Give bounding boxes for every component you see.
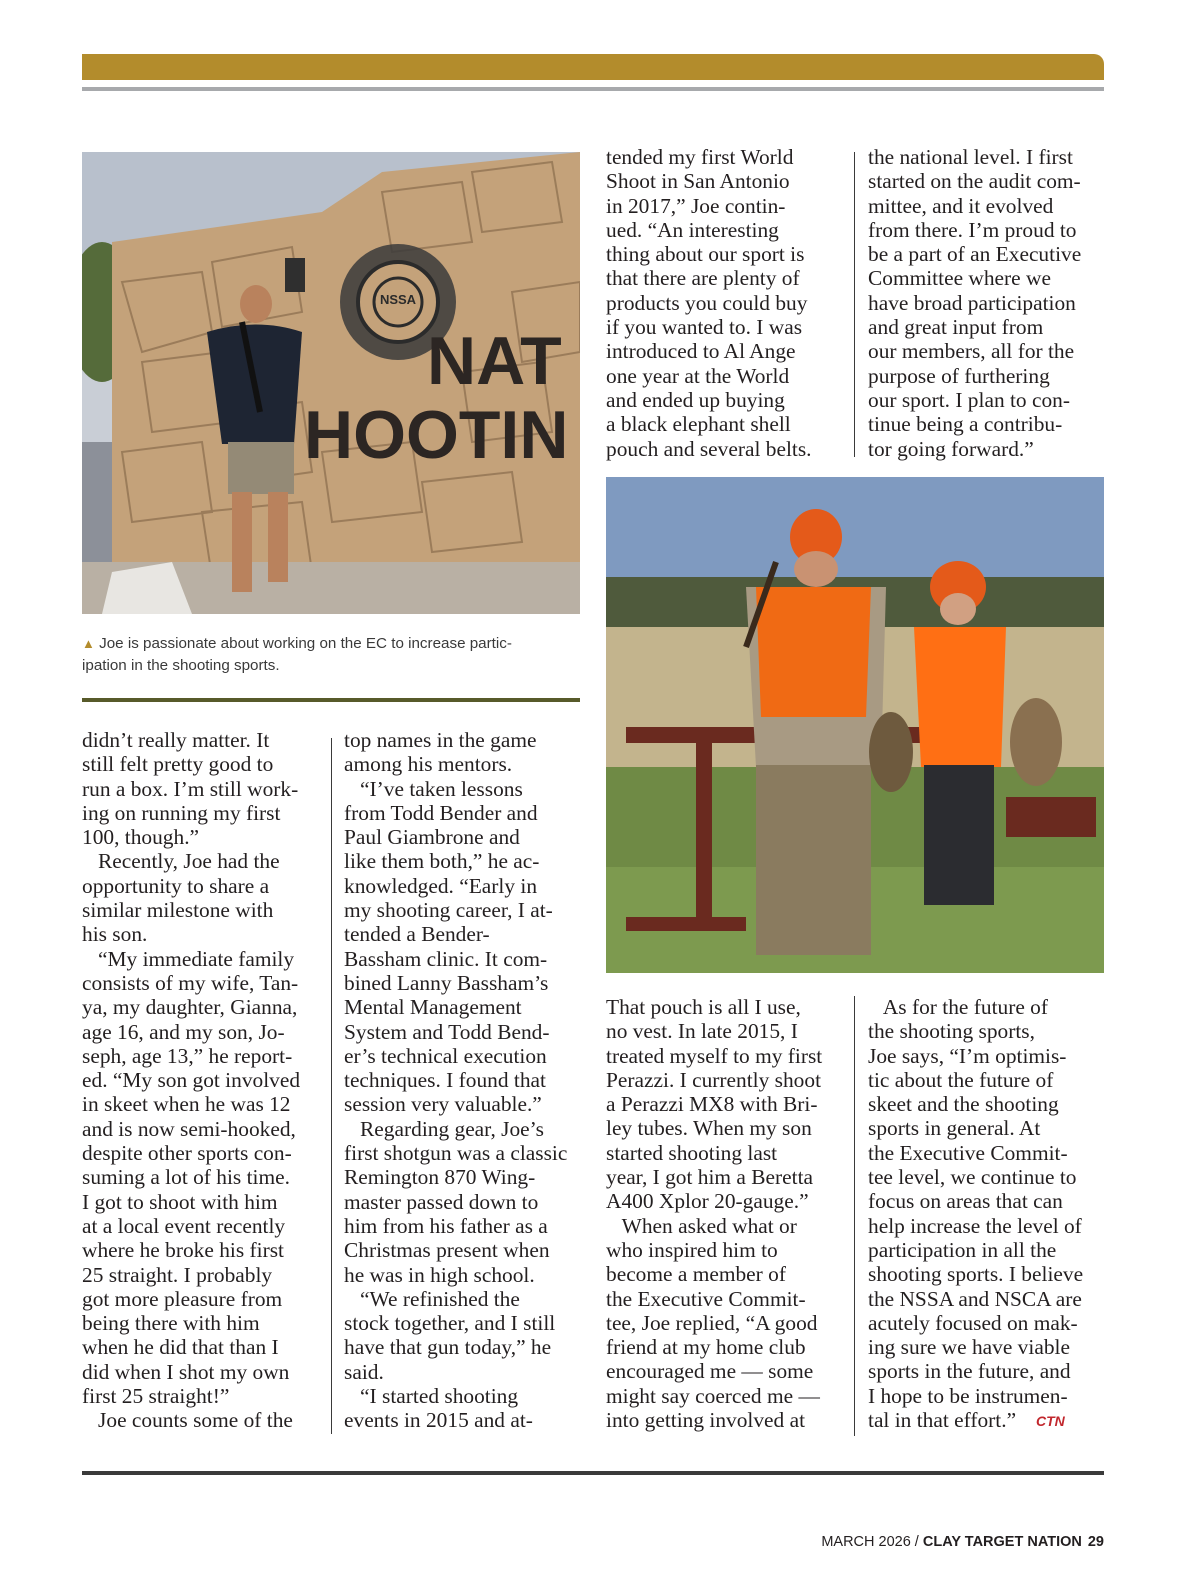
column-divider-top — [854, 152, 855, 457]
caption-rule — [82, 698, 580, 702]
photo-joe-and-son-hunting — [606, 477, 1104, 973]
article-column-3-top: tended my first World Shoot in San Antonio in 2017,” Joe contin- ued. “An interesting thing about our sport is that there are plenty of products you could buy if you wanted to. I was introduced to Al Ange one year at the World and ended up buying a black elephant shell pouch and several belts. — [606, 145, 812, 461]
ctn-end-mark: CTN — [1036, 1413, 1065, 1429]
article-column-3-bottom: That pouch is all I use, no vest. In late 2015, I treated myself to my first Perazzi. I currently shoot a Perazzi MX8 with Bri- ley tubes. When my son started shooting last year, I got him a Beretta A400 Xplor 20-gauge.” When asked what or who inspired him to become a member of the Executive Commit- tee, Joe replied, “A good friend at my home club encouraged me — some might say coerced me — into getting involved at — [606, 995, 823, 1433]
footer-issue-date: MARCH 2026 / — [821, 1534, 923, 1550]
header-gray-rule — [82, 87, 1104, 91]
article-column-4-bottom: As for the future of the shooting sports, Joe says, “I’m optimis- tic about the future of skeet and the shooting sports in general. At the Executive Commit- tee level, we continue to focus on areas that can help increase the level of participation in all the shooting sports. I believe the NSSA and NSCA are acutely focused on mak- ing sure we have viable sports in the future, and I hope to be instrumen- tal in that effort.” — [868, 995, 1084, 1433]
page-footer — [821, 1534, 1104, 1550]
article-column-4-top: the national level. I first started on the audit com- mittee, and it evolved from there. I’m proud to be a part of an Executive Committee where we have broad participation and great input from our members, all for the purpose of furthering our sport. I plan to con- tinue being a contribu- tor going forward.” — [868, 145, 1082, 461]
photo-caption — [82, 633, 582, 677]
nssa-logo-text: NSSA — [379, 292, 417, 307]
header-accent-bar — [82, 54, 1104, 80]
footer-magazine-name: CLAY TARGET NATION — [922, 1534, 1082, 1550]
photo-joe-at-nssa-sign — [82, 152, 580, 614]
caption-triangle-icon: ▲ — [82, 636, 95, 651]
sign-text-line-2: HOOTIN — [304, 397, 569, 473]
column-divider-bottom — [854, 996, 855, 1436]
footer-rule — [82, 1471, 1104, 1475]
caption-text: Joe is passionate about working on the EC to increase partic- ipation in the shooting sports. — [82, 635, 512, 674]
article-column-1: didn’t really matter. It still felt pretty good to run a box. I’m still work- ing on running my first 100, though.” Recently, Joe had the opportunity to share a similar milestone with his son. “My immediate family consists of my wife, Tan- ya, my daughter, Gianna, age 16, and my son, Jo- seph, age 13,” he report- ed. “My son got involved in skeet when he was 12 and is now semi-hooked, despite other sports con- suming a lot of his time. I got to shoot with him at a local event recently where he broke his first 25 straight. I probably got more pleasure from being there with him when he did that than I did when I shot my own first 25 straight!” Joe counts some of the — [82, 728, 301, 1433]
sign-text-line-1: NAT — [427, 323, 562, 399]
page-number: 29 — [1087, 1534, 1104, 1550]
column-divider-1 — [331, 738, 332, 1434]
article-column-2: top names in the game among his mentors. “I’ve taken lessons from Todd Bender and Paul Giambrone and like them both,” he ac- knowledged. “Early in my shooting career, I at- tended a Bender- Bassham clinic. It com- bined Lanny Bassham’s Mental Management System and Todd Bend- er’s technical execution techniques. I found that session very valuable.” Regarding gear, Joe’s first shotgun was a classic Remington 870 Wing- master passed down to him from his father as a Christmas present when he was in high school. “We refinished the stock together, and I still have that gun today,” he said. “I started shooting events in 2015 and at- — [344, 728, 568, 1433]
